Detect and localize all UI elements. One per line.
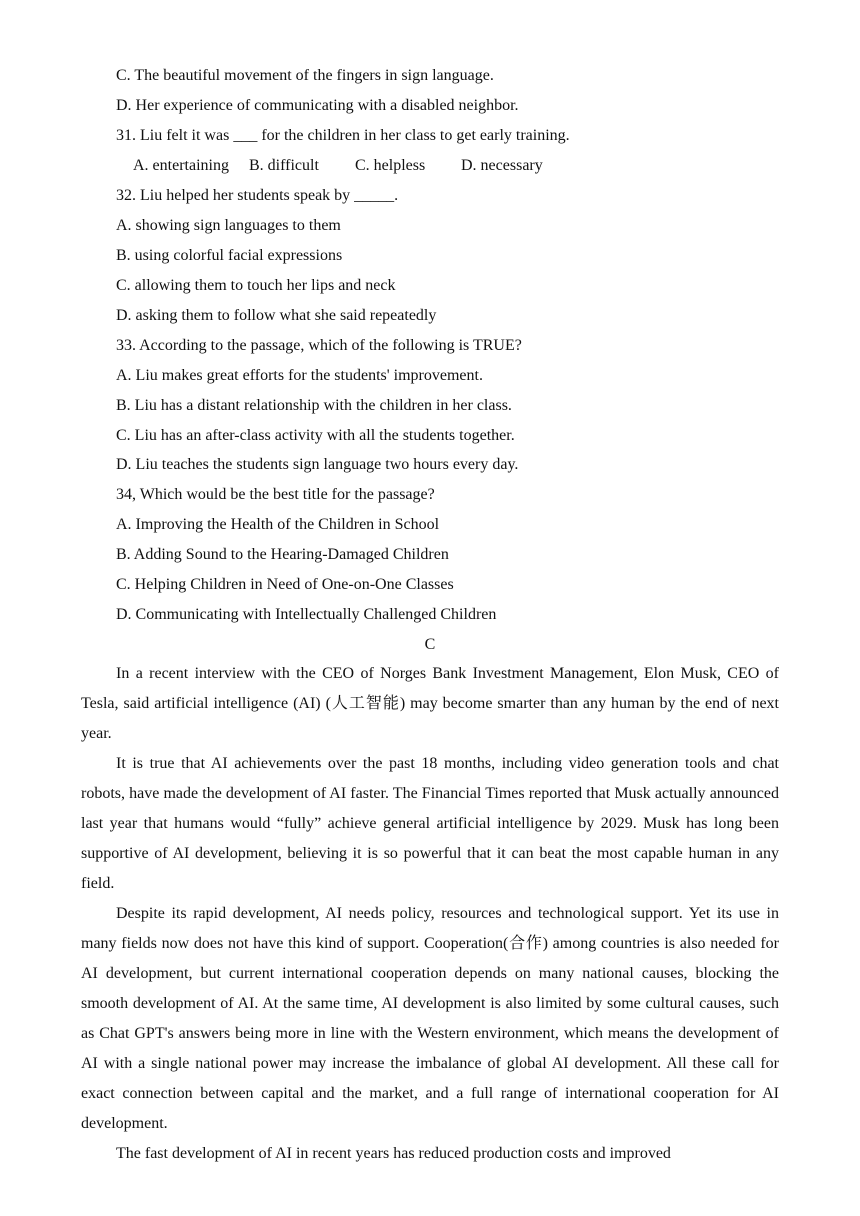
q34-option-c: C. Helping Children in Need of One-on-One Classes (116, 576, 454, 593)
q32-option-a: A. showing sign languages to them (116, 217, 341, 234)
passage-paragraph-4: The fast development of AI in recent years has reduced production costs and improved (116, 1145, 671, 1162)
q33-option-c: C. Liu has an after-class activity with all the students together. (116, 427, 515, 444)
q33-option-a: A. Liu makes great efforts for the students' improvement. (116, 367, 483, 384)
passage-paragraph-2: It is true that AI achievements over the past 18 months, including video generation tools and chat robots, have made the development of AI faster. The Financial Times reported that Musk actually announced last year that humans would “fully” achieve general artificial intelligence by 2029. Musk has long been supportive of AI development, believing it is so powerful that it can beat the most capable human in any field. (81, 755, 779, 892)
q33-option-b: B. Liu has a distant relationship with the children in her class. (116, 397, 512, 414)
q31-option-b: B. difficult (249, 157, 319, 174)
q31-option-d: D. necessary (461, 157, 543, 174)
q31-option-c: C. helpless (355, 157, 426, 174)
q31-option-a: A. entertaining (133, 157, 229, 174)
q34-option-d: D. Communicating with Intellectually Challenged Children (116, 606, 497, 623)
passage-paragraph-1: In a recent interview with the CEO of Norges Bank Investment Management, Elon Musk, CEO of Tesla, said artificial intelligence (AI) (人工智能) may become smarter than any human by the end of next year. (81, 665, 779, 742)
q34-stem: 34, Which would be the best title for the passage? (116, 486, 435, 503)
q34-option-b: B. Adding Sound to the Hearing-Damaged Children (116, 546, 449, 563)
passage-c (81, 659, 779, 1169)
q31-options (133, 156, 543, 176)
q34-option-a: A. Improving the Health of the Children in School (116, 516, 440, 533)
section-heading-c: C (424, 636, 436, 653)
q33-stem: 33. According to the passage, which of the following is TRUE? (116, 337, 522, 354)
q32-stem: 32. Liu helped her students speak by _____. (116, 187, 399, 204)
q32-option-b: B. using colorful facial expressions (116, 247, 343, 264)
q32-option-d: D. asking them to follow what she said repeatedly (116, 307, 437, 324)
q30-option-c: C. The beautiful movement of the fingers in sign language. (116, 67, 494, 84)
q32-option-c: C. allowing them to touch her lips and neck (116, 277, 396, 294)
q30-option-d: D. Her experience of communicating with a disabled neighbor. (116, 97, 519, 114)
q33-option-d: D. Liu teaches the students sign language two hours every day. (116, 456, 519, 473)
passage-paragraph-3: Despite its rapid development, AI needs policy, resources and technological support. Yet its use in many fields now does not have this kind of support. Cooperation(合作) among countries is also needed for AI development, but current international cooperation depends on many national causes, blocking the smooth development of AI. At the same time, AI development is also limited by some cultural causes, such as Chat GPT's answers being more in line with the Western environment, which means the development of AI with a single national power may increase the imbalance of global AI development. All these call for exact connection between capital and the market, and a full range of international cooperation for AI development. (81, 905, 779, 1132)
q31-stem: 31. Liu felt it was ___ for the children in her class to get early training. (116, 127, 570, 144)
